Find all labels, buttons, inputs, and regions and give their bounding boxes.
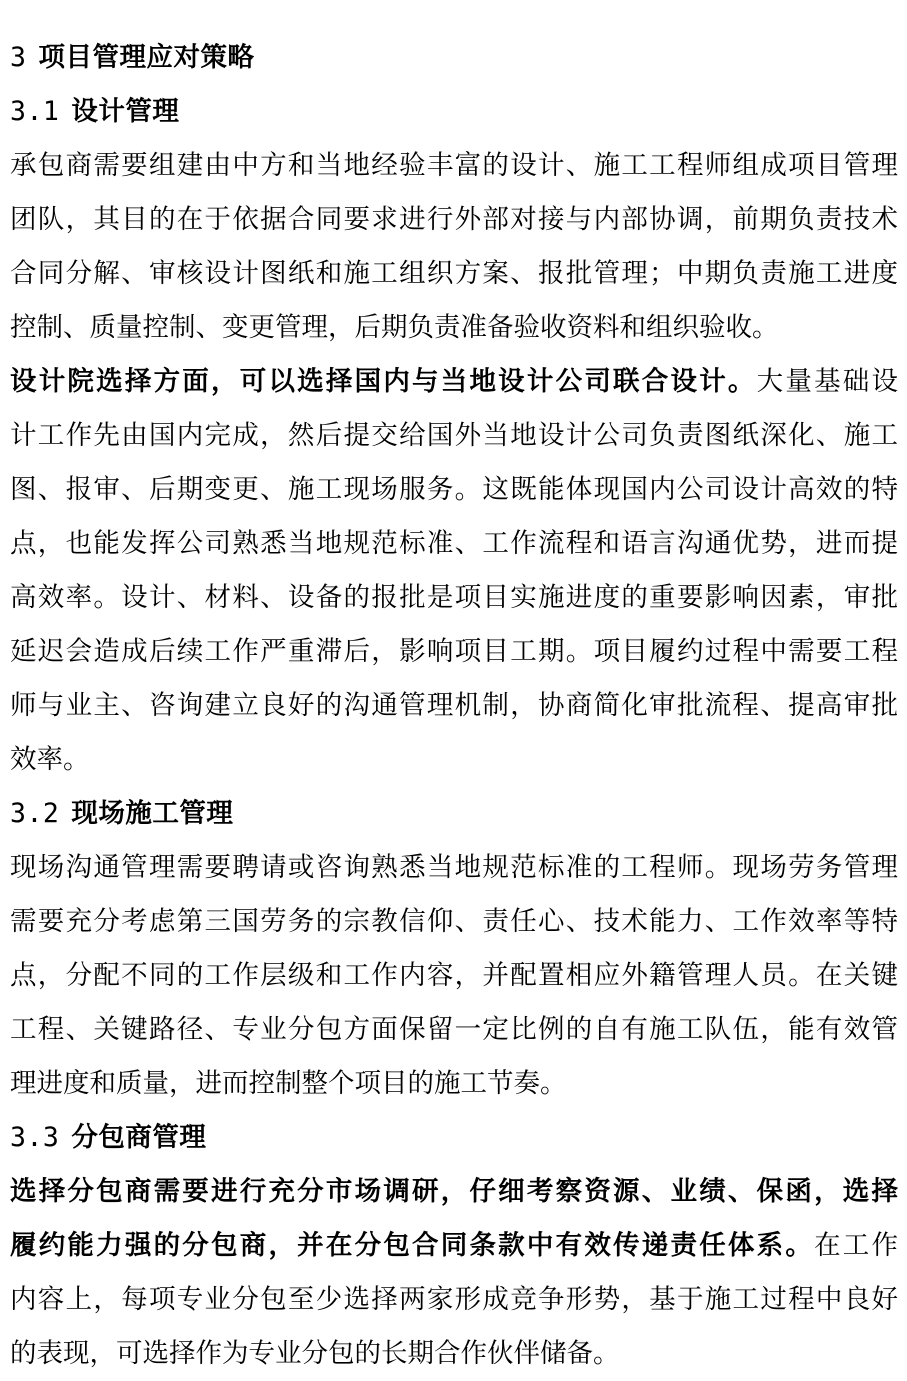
paragraph-line: 合同分解、审核设计图纸和施工组织方案、报批管理；中期负责施工进度 xyxy=(10,258,898,289)
paragraph-line: 的表现，可选择作为专业分包的长期合作伙伴储备。 xyxy=(10,1338,620,1369)
paragraph-line: 图、报审、后期变更、施工现场服务。这既能体现国内公司设计高效的特 xyxy=(10,474,898,505)
section-3-heading xyxy=(10,31,898,85)
paragraph-line: 现场沟通管理需要聘请或咨询熟悉当地规范标准的工程师。现场劳务管理 xyxy=(10,852,898,883)
paragraph-line: 高效率。设计、材料、设备的报批是项目实施进度的重要影响因素，审批 xyxy=(10,582,898,613)
section-3-2-heading xyxy=(10,787,898,841)
paragraph-line: 效率。 xyxy=(10,744,90,775)
section-3-1-title: 设计管理 xyxy=(71,96,180,127)
sentence-continuation: 在工作 xyxy=(814,1230,898,1261)
section-3-1-number: 3.1 xyxy=(10,96,60,127)
paragraph-line: 需要充分考虑第三国劳务的宗教信仰、责任心、技术能力、工作效率等特 xyxy=(10,906,898,937)
section-3-3-number: 3.3 xyxy=(10,1122,60,1153)
paragraph-line-mixed xyxy=(10,355,898,409)
section-3-2-paragraph-1 xyxy=(10,841,898,1111)
bold-lead-sentence: 履约能力强的分包商，并在分包合同条款中有效传递责任体系。 xyxy=(10,1230,815,1261)
paragraph-line: 团队，其目的在于依据合同要求进行外部对接与内部协调，前期负责技术 xyxy=(10,204,898,235)
paragraph-line: 内容上，每项专业分包至少选择两家形成竞争形势，基于施工过程中良好 xyxy=(10,1284,898,1315)
paragraph-line-mixed xyxy=(10,1219,898,1273)
paragraph-line: 理进度和质量，进而控制整个项目的施工节奏。 xyxy=(10,1068,567,1099)
paragraph-line: 延迟会造成后续工作严重滞后，影响项目工期。项目履约过程中需要工程 xyxy=(10,636,898,667)
section-3-3-title: 分包商管理 xyxy=(71,1122,207,1153)
paragraph-line: 点，分配不同的工作层级和工作内容，并配置相应外籍管理人员。在关键 xyxy=(10,960,898,991)
bold-lead-sentence: 设计院选择方面，可以选择国内与当地设计公司联合设计。 xyxy=(10,366,757,397)
section-3-title: 项目管理应对策略 xyxy=(38,42,255,73)
section-3-number: 3 xyxy=(10,42,27,73)
paragraph-line: 点，也能发挥公司熟悉当地规范标准、工作流程和语言沟通优势，进而提 xyxy=(10,528,898,559)
bold-lead-line: 选择分包商需要进行充分市场调研，仔细考察资源、业绩、保函，选择 xyxy=(10,1176,898,1207)
section-3-2-number: 3.2 xyxy=(10,798,60,829)
paragraph-line: 工程、关键路径、专业分包方面保留一定比例的自有施工队伍，能有效管 xyxy=(10,1014,898,1045)
paragraph-line: 师与业主、咨询建立良好的沟通管理机制，协商简化审批流程、提高审批 xyxy=(10,690,898,721)
document-body xyxy=(10,31,898,1381)
section-3-1-heading xyxy=(10,85,898,139)
section-3-1-paragraph-1 xyxy=(10,139,898,355)
section-3-1-paragraph-2 xyxy=(10,355,898,787)
section-3-3-heading xyxy=(10,1111,898,1165)
section-3-2-title: 现场施工管理 xyxy=(71,798,234,829)
sentence-continuation: 大量基础设 xyxy=(756,366,898,397)
paragraph-line: 承包商需要组建由中方和当地经验丰富的设计、施工工程师组成项目管理 xyxy=(10,150,898,181)
paragraph-line: 计工作先由国内完成，然后提交给国外当地设计公司负责图纸深化、施工 xyxy=(10,420,898,451)
paragraph-line: 控制、质量控制、变更管理，后期负责准备验收资料和组织验收。 xyxy=(10,312,779,343)
section-3-3-paragraph-1 xyxy=(10,1165,898,1381)
